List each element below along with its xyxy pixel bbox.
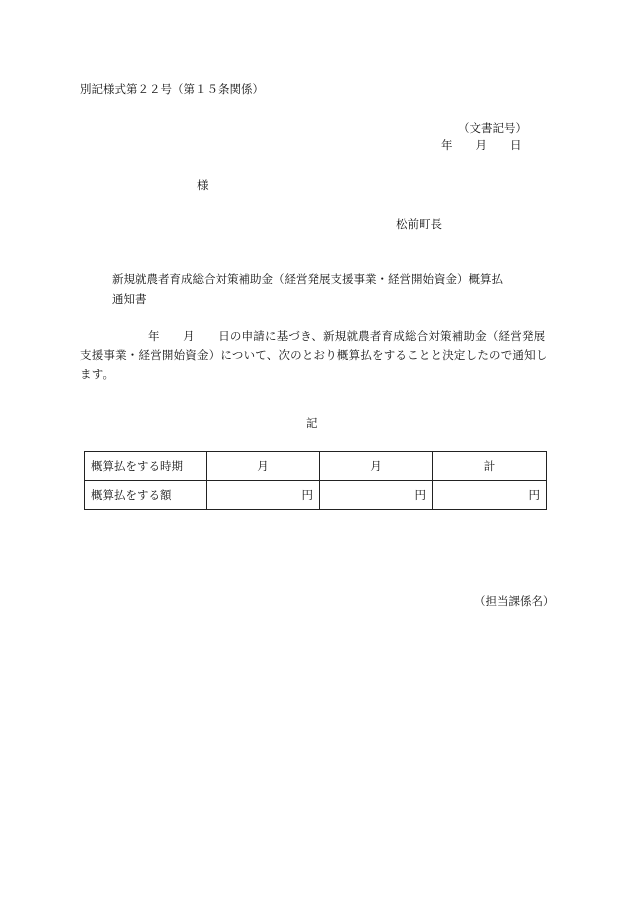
document-title: 新規就農者育成総合対策補助金（経営発展支援事業・経営開始資金）概算払 [112,272,503,286]
ki-heading: 記 [306,416,318,430]
amount-cell-2: 円 [320,481,433,510]
payment-table [84,451,547,510]
sender-name: 松前町長 [396,217,442,231]
month-cell-1: 月 [207,452,320,481]
body-paragraph [80,327,550,384]
month-cell-2: 月 [320,452,433,481]
contact-section: （担当課係名） [474,594,555,608]
document-number: （文書記号） [458,121,527,135]
document-title-continued: 通知書 [112,292,147,306]
row-label-timing: 概算払をする時期 [85,452,207,481]
row-label-amount: 概算払をする額 [85,481,207,510]
application-date: 年 月 日 [148,329,230,343]
form-number: 別記様式第２２号（第１５条関係） [80,82,264,96]
table-row [85,481,547,510]
total-header-cell: 計 [433,452,547,481]
table-row [85,452,547,481]
issue-date: 年 月 日 [441,138,522,152]
addressee-suffix: 様 [197,178,209,192]
amount-total-cell: 円 [433,481,547,510]
amount-cell-1: 円 [207,481,320,510]
body-text: の申請に基づき、新規就農者育成総合対策補助金（経営発展支援事業・経営開始資金）について、次のとおり概算払をすることと決定したので通知します。 [80,329,548,381]
